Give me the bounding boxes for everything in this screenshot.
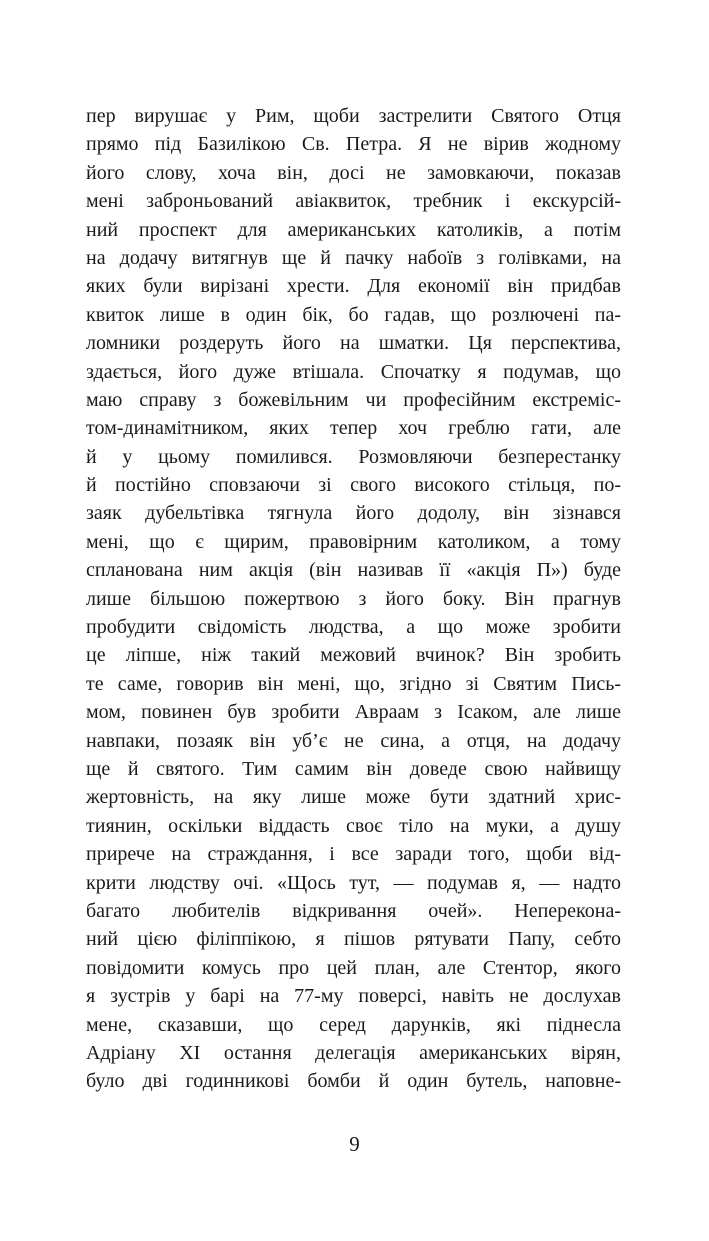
- text-line: ний проспект для американських католиків, а потім: [86, 218, 621, 241]
- text-line: на додачу витягнув ще й пачку набоїв з голівками, на: [86, 246, 621, 269]
- text-line: заяк дубельтівка тягнула його додолу, він зізнався: [86, 502, 621, 525]
- text-line: яких були вирізані хрести. Для економії він придбав: [86, 275, 621, 298]
- page-number: 9: [349, 1132, 360, 1156]
- text-line: жертовність, на яку лише може бути здатний хрис-: [86, 786, 621, 809]
- text-line: його слову, хоча він, досі не замовкаючи, показав: [86, 161, 621, 184]
- body-text: [86, 102, 621, 1096]
- text-line: том-динамітником, яких тепер хоч греблю гати, але: [86, 417, 621, 440]
- text-line: лише більшою пожертвою з його боку. Він прагнув: [86, 587, 621, 610]
- text-line: Адріану XI остання делегація американських вірян,: [86, 1041, 621, 1064]
- text-line: це ліпше, ніж такий межовий вчинок? Він зробить: [86, 644, 621, 667]
- text-line: мені заброньований авіаквиток, требник і екскурсій-: [86, 190, 621, 213]
- text-line: те саме, говорив він мені, що, згідно зі Святим Пись-: [86, 672, 621, 695]
- text-line: пробудити свідомість людства, а що може зробити: [86, 616, 621, 639]
- text-line: мом, повинен був зробити Авраам з Ісаком, але лише: [86, 701, 621, 724]
- text-line: мені, що є щирим, правовірним католиком, а тому: [86, 530, 621, 553]
- text-line: крити людству очі. «Щось тут, — подумав я, — надто: [86, 871, 621, 894]
- text-line: було дві годинникові бомби й один бутель, наповне-: [86, 1070, 621, 1093]
- text-line: приречe на страждання, і все заради того, щоби від-: [86, 843, 621, 866]
- text-line: спланована ним акція (він називав її «акція П») буде: [86, 559, 621, 582]
- text-line: й постійно сповзаючи зі свого високого стільця, по-: [86, 474, 621, 497]
- text-line: квиток лише в один бік, бо гадав, що розлючені па-: [86, 303, 621, 326]
- text-line: пер вирушає у Рим, щоби застрелити Святого Отця: [86, 105, 621, 127]
- text-line: маю справу з божевільним чи професійним екстреміс-: [86, 388, 621, 411]
- text-line: прямо під Базилікою Св. Петра. Я не вірив жодному: [86, 133, 621, 156]
- text-line: ний цією філіппікою, я пішов рятувати Папу, себто: [86, 928, 621, 951]
- text-line: ломники роздеруть його на шматки. Ця перспектива,: [86, 332, 621, 355]
- text-line: навпаки, позаяк він уб’є не сина, а отця, на додачу: [86, 729, 621, 752]
- text-line: повідомити комусь про цей план, але Стентор, якого: [86, 956, 621, 979]
- text-line: тиянин, оскільки віддасть своє тіло на муки, а душу: [86, 814, 621, 837]
- text-line: ще й святого. Тим самим він доведе свою найвищу: [86, 757, 621, 780]
- text-line: мене, сказавши, що серед дарунків, які піднесла: [86, 1013, 621, 1036]
- text-line: здається, його дуже втішала. Спочатку я подумав, що: [86, 360, 621, 383]
- text-line: я зустрів у барі на 77-му поверсі, навіть не дослухав: [86, 985, 621, 1008]
- text-line: багато любителів відкривання очей». Непереконa-: [86, 899, 621, 922]
- text-line: й у цьому помилився. Розмовляючи безперестанку: [86, 445, 621, 468]
